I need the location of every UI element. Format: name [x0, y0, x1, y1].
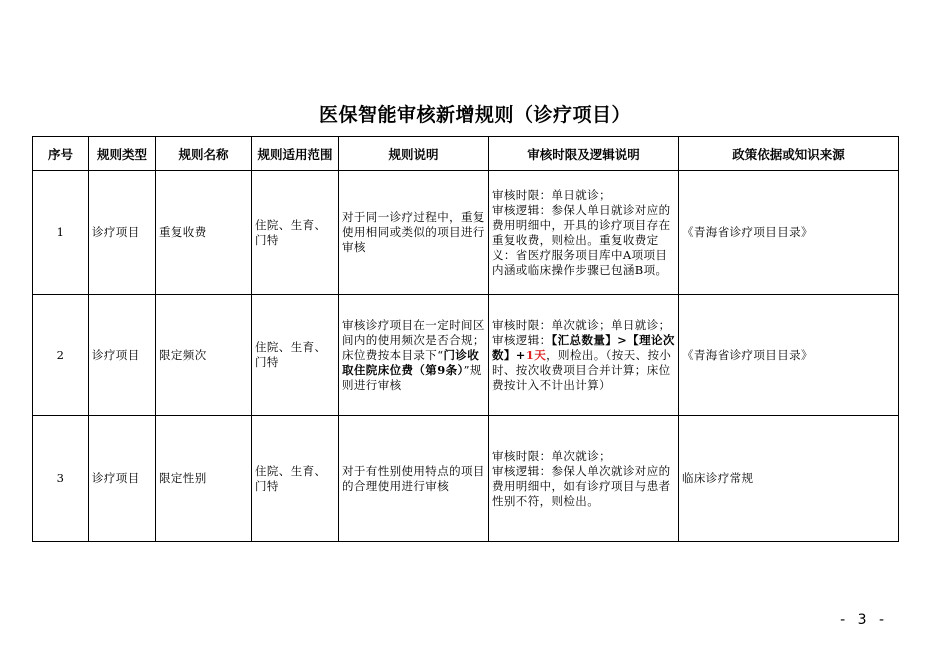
table-row [33, 171, 899, 295]
row-desc [339, 295, 489, 416]
row-logic [489, 295, 679, 416]
logic-text: 审核逻辑：参保人单日就诊对应的费用明细中，开具的诊疗项目存在重复收费，则检出。 [492, 202, 671, 247]
page-number: - 3 - [840, 612, 888, 628]
row-desc: 对于同一诊疗过程中，重复使用相同或类似的项目进行审核 [339, 171, 489, 295]
row-type: 诊疗项目 [89, 295, 156, 416]
row-scope: 住院、生育、门特 [252, 171, 339, 295]
row-logic [489, 416, 679, 542]
header-logic: 审核时限及逻辑说明 [489, 137, 679, 171]
desc-part2: ”规则进行审核 [342, 362, 482, 392]
header-basis: 政策依据或知识来源 [679, 137, 899, 171]
logic-suffix: ，则检出。（按天、按小时、按次收费项目合并计算；床位费按计入不计出计算） [492, 347, 672, 392]
logic-prefix: 审核逻辑： [492, 332, 552, 347]
logic-time-limit: 审核时限：单次就诊； [492, 448, 611, 463]
logic-formula: 【汇总数量】>【理论次数】+ [492, 332, 675, 362]
logic-red-days: 1天 [525, 347, 547, 362]
desc-part1: 审核诊疗项目在一定时间区间内的使用频次是否合规；床位费按本目录下“ [342, 317, 485, 362]
row-seq: 3 [33, 416, 89, 542]
header-seq: 序号 [33, 137, 89, 171]
row-basis: 临床诊疗常规 [679, 416, 899, 542]
logic-time-limit: 审核时限：单日就诊； [492, 187, 611, 202]
row-name: 限定频次 [156, 295, 252, 416]
logic-text: 审核逻辑：参保人单次就诊对应的费用明细中，如有诊疗项目与患者性别不符，则检出。 [492, 463, 671, 508]
row-desc: 对于有性别使用特点的项目的合理使用进行审核 [339, 416, 489, 542]
row-scope: 住院、生育、门特 [252, 295, 339, 416]
header-desc: 规则说明 [339, 137, 489, 171]
row-type: 诊疗项目 [89, 416, 156, 542]
rules-table [32, 136, 899, 542]
row-scope: 住院、生育、门特 [252, 416, 339, 542]
document-title: 医保智能审核新增规则（诊疗项目） [318, 104, 631, 126]
table-header-row [33, 137, 899, 171]
row-name: 限定性别 [156, 416, 252, 542]
desc-rule-ref: 门诊收取住院床位费（第9条） [342, 347, 480, 377]
header-type: 规则类型 [89, 137, 156, 171]
header-scope: 规则适用范围 [252, 137, 339, 171]
table-row [33, 295, 899, 416]
table-row [33, 416, 899, 542]
row-seq: 1 [33, 171, 89, 295]
row-logic [489, 171, 679, 295]
logic-time-limit: 审核时限：单次就诊；单日就诊； [492, 317, 671, 332]
logic-definition: 重复收费定义：省医疗服务项目库中A项项目内涵或临床操作步骤已包涵B项。 [492, 232, 668, 277]
row-basis: 《青海省诊疗项目目录》 [679, 171, 899, 295]
header-name: 规则名称 [156, 137, 252, 171]
row-name: 重复收费 [156, 171, 252, 295]
row-seq: 2 [33, 295, 89, 416]
row-basis: 《青海省诊疗项目目录》 [679, 295, 899, 416]
row-type: 诊疗项目 [89, 171, 156, 295]
